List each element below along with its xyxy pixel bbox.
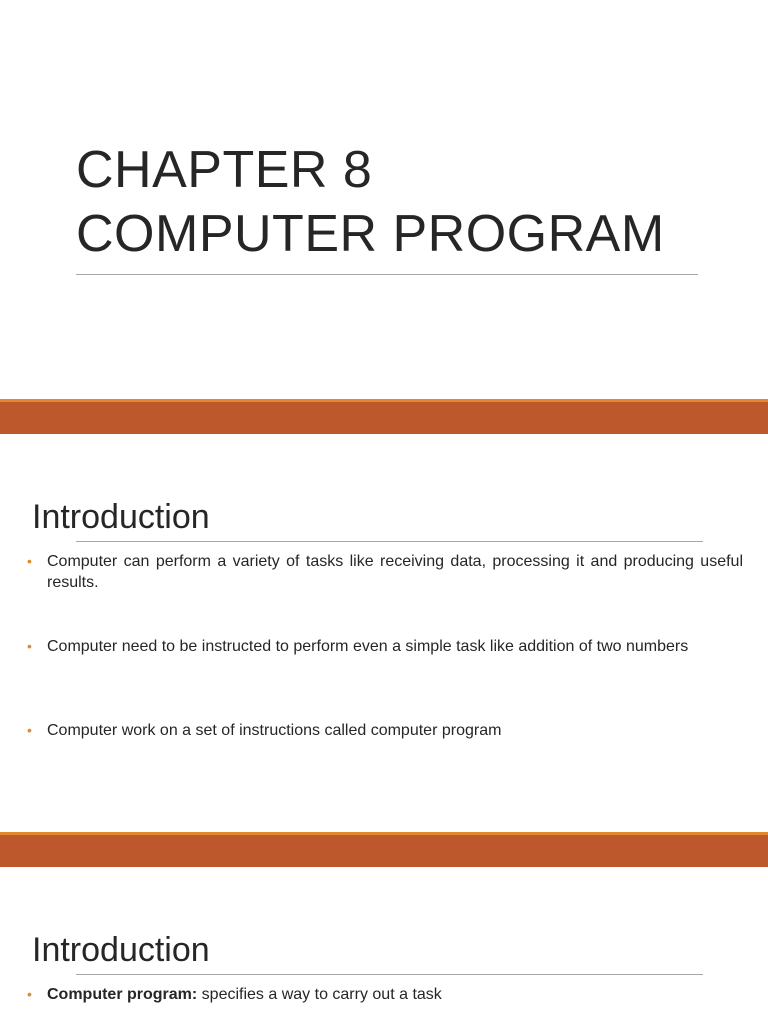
section-heading: Introduction <box>32 931 210 969</box>
slide-separator-band <box>0 399 768 434</box>
bullet-item <box>27 551 743 593</box>
heading-divider <box>76 541 703 542</box>
title-divider <box>76 274 698 275</box>
section-heading: Introduction <box>32 498 210 536</box>
bullet-dot-icon: • <box>27 722 32 738</box>
bullet-definition: specifies a way to carry out a task <box>197 986 442 1003</box>
bullet-dot-icon: • <box>27 638 32 654</box>
chapter-name-line: COMPUTER PROGRAM <box>76 205 665 263</box>
bullet-dot-icon: • <box>27 986 32 1002</box>
bullet-dot-icon: • <box>27 553 32 569</box>
bullet-text: Computer need to be instructed to perform even a simple task like addition of two numbers <box>47 638 689 655</box>
bullet-text <box>47 984 743 1005</box>
chapter-title <box>76 138 736 266</box>
bullet-item <box>27 720 743 741</box>
bullet-item <box>27 984 743 1005</box>
bullet-text: Computer work on a set of instructions called computer program <box>47 722 502 739</box>
bullet-term: Computer program: <box>47 986 198 1003</box>
heading-divider <box>76 974 703 975</box>
chapter-number-line: CHAPTER 8 <box>76 141 373 199</box>
bullet-text: Computer can perform a variety of tasks like receiving data, processing it and producing useful results. <box>47 553 743 591</box>
slide-separator-band <box>0 832 768 867</box>
bullet-item <box>27 636 743 657</box>
